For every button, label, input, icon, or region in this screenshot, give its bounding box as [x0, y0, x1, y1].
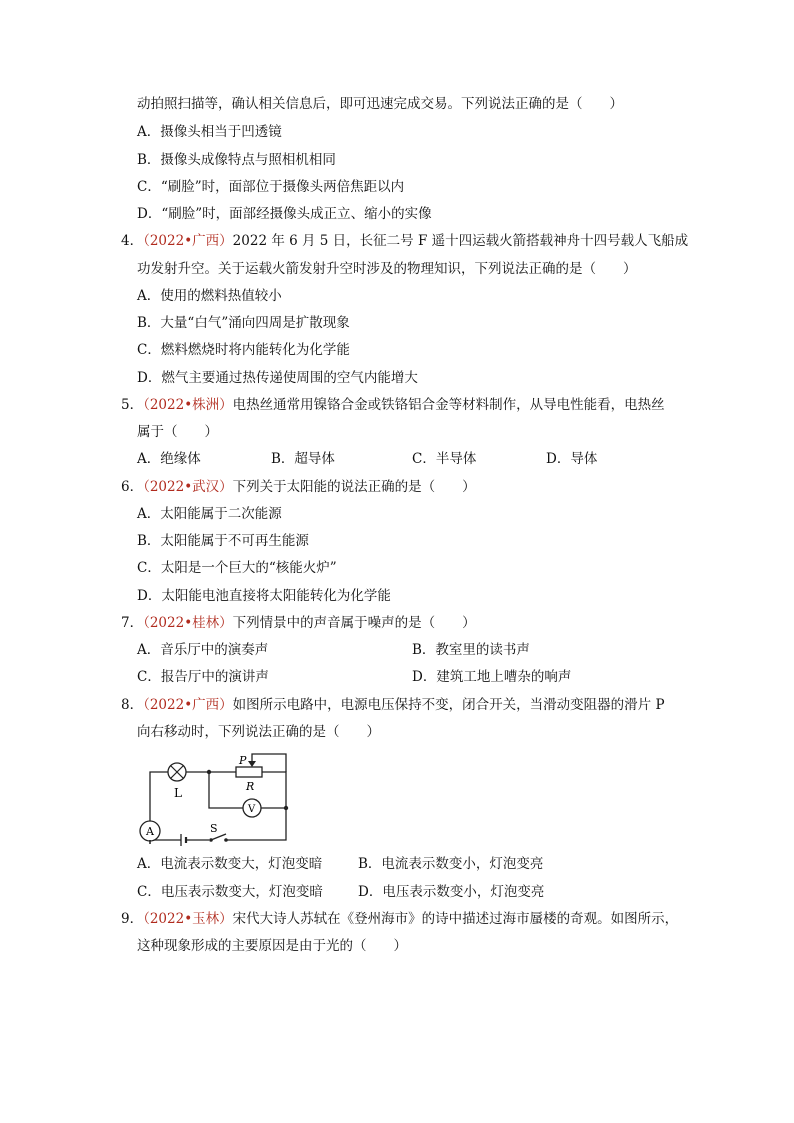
q7-source: （2022•桂林） [143, 615, 233, 631]
q6-option-a: A．太阳能属于二次能源 [137, 506, 282, 522]
voltmeter-label: V [248, 804, 256, 815]
q4-option-a: A．使用的燃料热值较小 [137, 288, 282, 304]
q5-option-a: A．绝缘体 [137, 451, 201, 467]
q7-option-d: D．建筑工地上嘈杂的响声 [412, 669, 572, 685]
q5-stem-text: 电热丝通常用镍铬合金或铁铬铝合金等材料制作，从导电性能看，电热丝 [232, 397, 665, 413]
slider-label: P [239, 754, 247, 767]
q8-option-a: A．电流表示数变大，灯泡变暗 [137, 856, 323, 872]
q4-option-c: C．燃料燃烧时将内能转化为化学能 [137, 342, 350, 358]
q7-option-a: A．音乐厅中的演奏声 [137, 642, 269, 658]
q8-number: 8． [121, 697, 144, 713]
q8-source: （2022•广西） [143, 697, 233, 713]
q4-number: 4． [121, 233, 144, 249]
q3-option-b: B．摄像头成像特点与照相机相同 [137, 152, 336, 168]
q9-stem-line1 [121, 909, 678, 929]
q6-number: 6． [121, 479, 144, 495]
q3-option-d: D．“刷脸”时，面部经摄像头成正立、缩小的实像 [137, 206, 432, 222]
resistor-label: R [246, 780, 255, 793]
q4-stem-text: 2022 年 6 月 5 日，长征二号 F 遥十四运载火箭搭载神舟十四号载人飞船成 [232, 233, 689, 249]
q7-stem-text: 下列情景中的声音属于噪声的是（ ） [232, 615, 476, 631]
q5-option-b: B．超导体 [271, 451, 335, 467]
q5-source: （2022•株洲） [143, 397, 233, 413]
q4-source: （2022•广西） [143, 233, 233, 249]
q8-stem-text: 如图所示电路中，电源电压保持不变，闭合开关，当滑动变阻器的滑片 P [232, 697, 665, 713]
q9-number: 9． [121, 911, 144, 927]
q5-option-c: C．半导体 [412, 451, 477, 467]
q9-stem-text: 宋代大诗人苏轼在《登州海市》的诗中描述过海市蜃楼的奇观。如图所示， [232, 911, 679, 927]
q7-number: 7． [121, 615, 144, 631]
q3-option-c: C．“刷脸”时，面部位于摄像头两倍焦距以内 [137, 179, 405, 195]
q9-stem-line2: 这种现象形成的主要原因是由于光的（ ） [137, 938, 407, 954]
ammeter-label: A [146, 825, 154, 838]
q7-option-b: B．教室里的读书声 [412, 642, 530, 658]
q3-stem-tail: 动拍照扫描等，确认相关信息后，即可迅速完成交易。下列说法正确的是（ ） [137, 96, 623, 112]
switch-label: S [210, 822, 218, 835]
q4-option-d: D．燃气主要通过热传递使周围的空气内能增大 [137, 370, 418, 386]
q5-stem-line2: 属于（ ） [137, 424, 218, 440]
q8-option-d: D．电压表示数变小，灯泡变亮 [358, 884, 545, 900]
q6-source: （2022•武汉） [143, 479, 233, 495]
q5-option-d: D．导体 [546, 451, 598, 467]
q3-option-a: A．摄像头相当于凹透镜 [137, 124, 282, 140]
lamp-label: L [174, 786, 182, 800]
q4-stem-line2: 功发射升空。关于运载火箭发射升空时涉及的物理知识，下列说法正确的是（ ） [137, 261, 637, 277]
q4-option-b: B．大量“白气”涌向四周是扩散现象 [137, 315, 350, 331]
q8-option-c: C．电压表示数变大，灯泡变暗 [137, 884, 323, 900]
q5-number: 5． [121, 397, 144, 413]
q6-option-c: C．太阳是一个巨大的“核能火炉” [137, 560, 337, 576]
q8-option-b: B．电流表示数变小，灯泡变亮 [358, 856, 544, 872]
q6-stem-text: 下列关于太阳能的说法正确的是（ ） [232, 479, 476, 495]
q6-option-b: B．太阳能属于不可再生能源 [137, 533, 309, 549]
q7-option-c: C．报告厅中的演讲声 [137, 669, 269, 685]
q8-stem-line2: 向右移动时，下列说法正确的是（ ） [137, 724, 380, 740]
q6-option-d: D．太阳能电池直接将太阳能转化为化学能 [137, 588, 391, 604]
q9-source: （2022•玉林） [143, 911, 233, 927]
